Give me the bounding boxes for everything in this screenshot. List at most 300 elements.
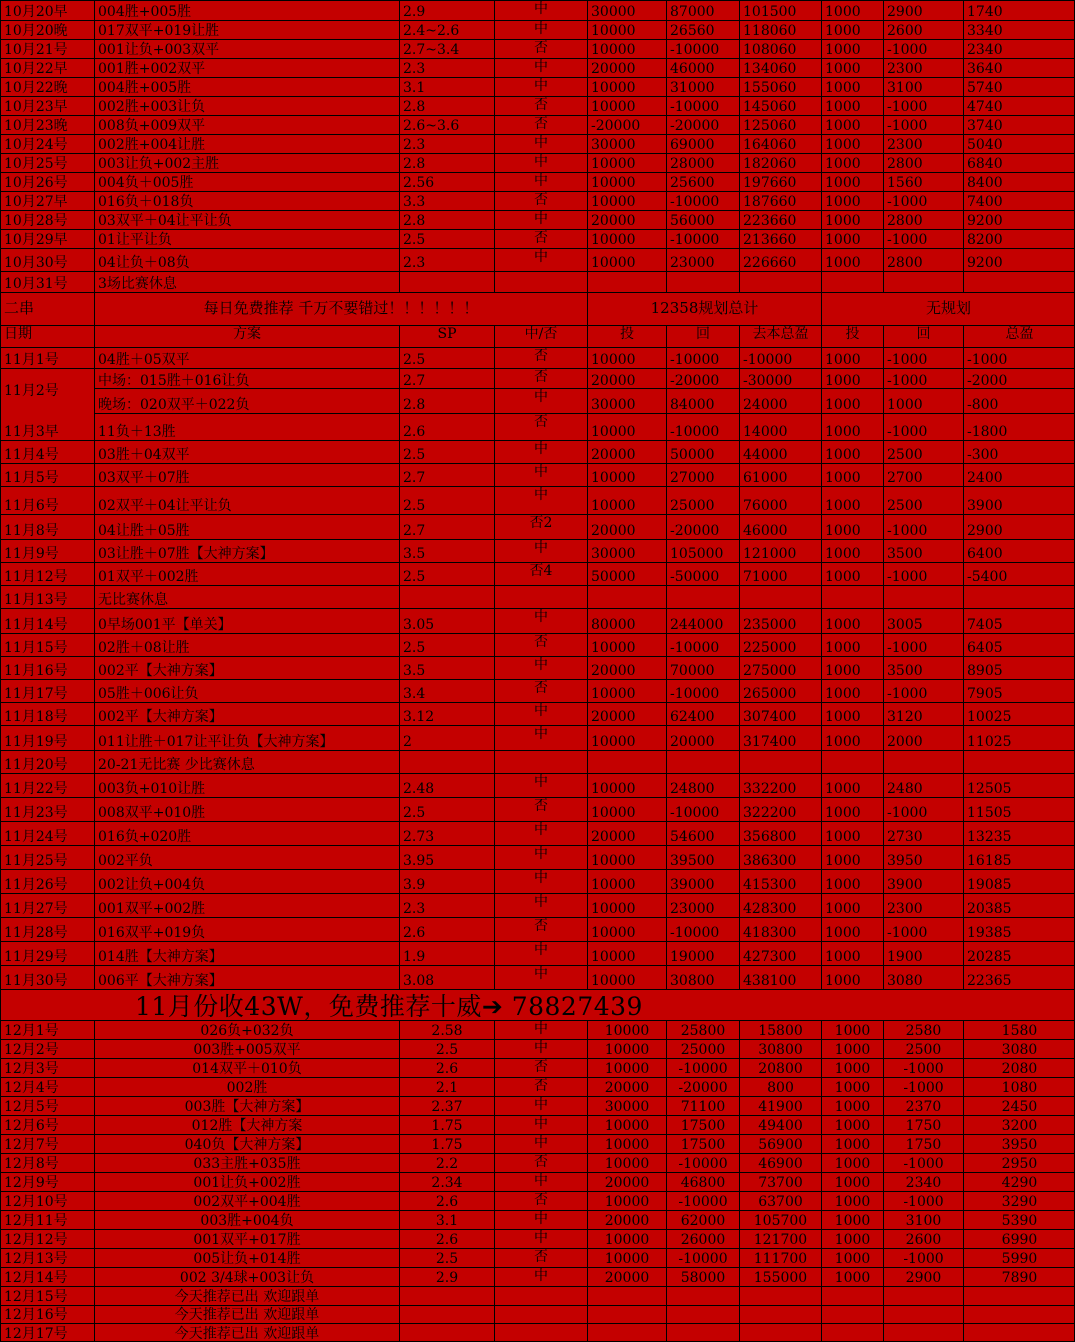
cell-date: 12月8号: [0, 1154, 94, 1172]
cell-sp: [399, 1324, 494, 1342]
table-row: [0, 153, 1075, 172]
cell-return: 28000: [666, 154, 739, 172]
cell-date: 12月2号: [0, 1040, 94, 1058]
cell-net-total: [739, 586, 821, 608]
cell-result: 中: [494, 870, 587, 893]
cell-stake: 10000: [587, 154, 666, 172]
cell-stake: 10000: [587, 870, 666, 893]
cell-stake: 10000: [587, 192, 666, 210]
cell-result: 中: [494, 1173, 587, 1191]
cell-date: 10月23晚: [0, 116, 94, 134]
table-row: [0, 845, 1075, 869]
cell-result: 中: [494, 1268, 587, 1286]
table-row: [0, 1077, 1075, 1096]
cell-stake: [587, 1324, 666, 1342]
cell-sp: 3.05: [399, 609, 494, 633]
cell-sp: 2.3: [399, 135, 494, 153]
cell-sp: 2.56: [399, 173, 494, 191]
cell-net-total: 134060: [739, 59, 821, 77]
cell-total2: 6840: [963, 154, 1075, 172]
cell-date: 11月3早: [0, 414, 94, 440]
cell-return: [666, 1306, 739, 1323]
table-row: [0, 633, 1075, 656]
cell-net-total: 800: [739, 1078, 821, 1096]
cell-total2: 7405: [963, 609, 1075, 633]
header-date: 日期: [0, 326, 94, 347]
cell-net-total: 108060: [739, 40, 821, 58]
cell-total2: 1740: [963, 1, 1075, 20]
cell-stake2: 1000: [821, 1, 883, 20]
cell-net-total: 63700: [739, 1192, 821, 1210]
cell-result: 中: [494, 78, 587, 96]
cell-date: 11月8号: [0, 515, 94, 539]
cell-net-total: 187660: [739, 192, 821, 210]
table-row: [0, 172, 1075, 191]
cell-result: [494, 1306, 587, 1323]
table-row: [0, 77, 1075, 96]
cell-stake2: 1000: [821, 1192, 883, 1210]
cell-result: 否: [494, 369, 587, 389]
cell-net-total: [739, 272, 821, 292]
cell-net-total: 438100: [739, 966, 821, 989]
cell-plan: 003负+010让胜: [94, 774, 399, 797]
cell-stake: 10000: [587, 966, 666, 989]
cell-sp: 2.5: [399, 1249, 494, 1267]
cell-sp: 2.2: [399, 1154, 494, 1172]
cell-sp: 3.12: [399, 703, 494, 725]
cell-plan: 今天推荐已出 欢迎跟单: [94, 1287, 399, 1305]
cell-sp: 2.8: [399, 154, 494, 172]
cell-return2: 2500: [883, 487, 963, 514]
table-row: [0, 440, 1075, 463]
cell-stake: 10000: [587, 487, 666, 514]
cell-stake2: 1000: [821, 894, 883, 917]
cell-total2: 13235: [963, 822, 1075, 845]
cell-return2: 3120: [883, 703, 963, 725]
cell-result: 中: [494, 846, 587, 869]
header-stake2: 投: [821, 326, 883, 347]
cell-sp: 2.73: [399, 822, 494, 845]
cell-return: 30800: [666, 966, 739, 989]
cell-total2: 1080: [963, 1078, 1075, 1096]
cell-date: 11月19号: [0, 726, 94, 750]
cell-stake: 10000: [587, 97, 666, 115]
cell-sp: 3.95: [399, 846, 494, 869]
cell-stake2: 1000: [821, 1211, 883, 1229]
cell-stake2: 1000: [821, 1154, 883, 1172]
cell-return: -10000: [666, 634, 739, 656]
cell-return2: 3100: [883, 78, 963, 96]
cell-date: 12月4号: [0, 1078, 94, 1096]
cell-total2: 2900: [963, 515, 1075, 539]
cell-stake: 10000: [587, 1154, 666, 1172]
cell-plan: 今天推荐已出 欢迎跟单: [94, 1324, 399, 1342]
cell-return2: 2300: [883, 135, 963, 153]
cell-sp: 2: [399, 726, 494, 750]
cell-date: 12月1号: [0, 1021, 94, 1039]
cell-stake2: 1000: [821, 1059, 883, 1077]
cell-return: -10000: [666, 1059, 739, 1077]
cell-sp: 2.3: [399, 894, 494, 917]
cell-stake2: 1000: [821, 78, 883, 96]
cell-total2: 8905: [963, 657, 1075, 679]
cell-stake2: 1000: [821, 40, 883, 58]
cell-result: [494, 1324, 587, 1342]
cell-date: 11月25号: [0, 846, 94, 869]
cell-stake: 10000: [587, 798, 666, 821]
cell-net-total: 322200: [739, 798, 821, 821]
cell-total2: 5990: [963, 1249, 1075, 1267]
cell-sp: 2.34: [399, 1173, 494, 1191]
cell-result: 中: [494, 1135, 587, 1153]
cell-result: 中: [494, 154, 587, 172]
cell-stake2: [821, 1324, 883, 1342]
cell-stake: 20000: [587, 703, 666, 725]
table-row: [0, 869, 1075, 893]
cell-return2: 3900: [883, 870, 963, 893]
cell-sp: 2.3: [399, 59, 494, 77]
cell-return: 105000: [666, 540, 739, 562]
cell-stake: 10000: [587, 1040, 666, 1058]
cell-return: 87000: [666, 1, 739, 20]
cell-net-total: 118060: [739, 21, 821, 39]
cell-sp: 3.1: [399, 78, 494, 96]
cell-stake: 20000: [587, 1268, 666, 1286]
cell-stake: 10000: [587, 894, 666, 917]
cell-stake2: 1000: [821, 1135, 883, 1153]
cell-result: 中: [494, 441, 587, 463]
cell-return2: 2300: [883, 59, 963, 77]
cell-plan: 006平【大神方案】: [94, 966, 399, 989]
cell-net-total: 223660: [739, 211, 821, 229]
cell-date: 11月23号: [0, 798, 94, 821]
section-label: 二串: [0, 293, 94, 325]
cell-return2: 1000: [883, 389, 963, 413]
cell-date: 11月6号: [0, 487, 94, 514]
cell-stake2: 1000: [821, 1040, 883, 1058]
cell-stake: [587, 272, 666, 292]
cell-return: 69000: [666, 135, 739, 153]
table-row: [0, 562, 1075, 585]
cell-plan: 002平【大神方案】: [94, 703, 399, 725]
cell-net-total: 121000: [739, 540, 821, 562]
cell-return: 27000: [666, 464, 739, 486]
cell-total2: 22365: [963, 966, 1075, 989]
cell-sp: 2.6: [399, 414, 494, 440]
cell-total2: 2340: [963, 40, 1075, 58]
cell-return2: 2480: [883, 774, 963, 797]
cell-result: 中: [494, 1021, 587, 1039]
cell-stake2: [821, 272, 883, 292]
cell-plan: 033主胜+035胜: [94, 1154, 399, 1172]
cell-stake2: 1000: [821, 464, 883, 486]
cell-total2: 2450: [963, 1097, 1075, 1115]
cell-return: -10000: [666, 680, 739, 702]
cell-total2: 20285: [963, 942, 1075, 965]
cell-return: 56000: [666, 211, 739, 229]
cell-stake2: 1000: [821, 173, 883, 191]
cell-return: 244000: [666, 609, 739, 633]
cell-return2: -1000: [883, 515, 963, 539]
cell-sp: [399, 272, 494, 292]
cell-sp: 2.6~3.6: [399, 116, 494, 134]
cell-result: 否2: [494, 515, 587, 539]
table-row: [0, 608, 1075, 633]
table-row: [0, 1191, 1075, 1210]
cell-result: 中: [494, 21, 587, 39]
cell-stake: 10000: [587, 774, 666, 797]
cell-net-total: 164060: [739, 135, 821, 153]
header-total2: 总盈: [963, 326, 1075, 347]
cell-stake2: 1000: [821, 414, 883, 440]
cell-return2: 2600: [883, 21, 963, 39]
cell-net-total: -30000: [739, 369, 821, 389]
cell-plan: 晚场：020双平＋022负: [94, 389, 399, 413]
cell-stake2: 1000: [821, 822, 883, 845]
cell-result: 中: [494, 540, 587, 562]
cell-plan: 004负＋005胜: [94, 173, 399, 191]
cell-plan: 004胜+005胜: [94, 1, 399, 20]
cell-date: 11月16号: [0, 657, 94, 679]
cell-stake2: 1000: [821, 441, 883, 463]
cell-stake: 10000: [587, 918, 666, 941]
cell-plan: 002平负: [94, 846, 399, 869]
cell-result: 中: [494, 173, 587, 191]
table-row: [0, 1096, 1075, 1115]
cell-net-total: 275000: [739, 657, 821, 679]
cell-plan: 03胜＋04双平: [94, 441, 399, 463]
cell-total2: 4290: [963, 1173, 1075, 1191]
cell-result: 否: [494, 680, 587, 702]
cell-plan: 03让胜＋07胜【大神方案】: [94, 540, 399, 562]
cell-return: [666, 586, 739, 608]
cell-plan: 012胜【大神方案: [94, 1116, 399, 1134]
table-row: [0, 389, 1075, 413]
cell-plan: 002让负+004负: [94, 870, 399, 893]
cell-result: 否: [494, 1192, 587, 1210]
cell-total2: -1000: [963, 348, 1075, 368]
cell-stake: 10000: [587, 680, 666, 702]
header-net-total: 去本总盈: [739, 326, 821, 347]
cell-stake: 10000: [587, 414, 666, 440]
cell-date: 12月14号: [0, 1268, 94, 1286]
cell-return: -10000: [666, 97, 739, 115]
cell-net-total: 105700: [739, 1211, 821, 1229]
cell-stake2: 1000: [821, 634, 883, 656]
cell-plan: 002平【大神方案】: [94, 657, 399, 679]
cell-net-total: 41900: [739, 1097, 821, 1115]
cell-total2: 12505: [963, 774, 1075, 797]
cell-plan: 无比赛休息: [94, 586, 399, 608]
cell-plan: 02胜＋08让胜: [94, 634, 399, 656]
cell-stake: 10000: [587, 1021, 666, 1039]
cell-total2: 3740: [963, 116, 1075, 134]
cell-return: -10000: [666, 918, 739, 941]
header-stake: 投: [587, 326, 666, 347]
cell-return2: 2730: [883, 822, 963, 845]
table-row: [0, 134, 1075, 153]
cell-date: 10月27早: [0, 192, 94, 210]
cell-sp: [399, 1306, 494, 1323]
cell-plan: 中场：015胜＋016让负: [94, 369, 399, 389]
cell-net-total: [739, 751, 821, 773]
cell-plan: 04让胜＋05胜: [94, 515, 399, 539]
cell-return: 25000: [666, 487, 739, 514]
cell-stake: 10000: [587, 1116, 666, 1134]
cell-result: [494, 751, 587, 773]
cell-stake: 10000: [587, 249, 666, 271]
cell-return2: -1000: [883, 1059, 963, 1077]
cell-stake2: 1000: [821, 348, 883, 368]
cell-total2: 19085: [963, 870, 1075, 893]
cell-date: 12月10号: [0, 1192, 94, 1210]
cell-sp: 1.75: [399, 1135, 494, 1153]
cell-return2: 1750: [883, 1116, 963, 1134]
cell-total2: 3900: [963, 487, 1075, 514]
cell-return2: [883, 1324, 963, 1342]
cell-date: 10月28号: [0, 211, 94, 229]
table-row: [0, 702, 1075, 725]
cell-return2: 3950: [883, 846, 963, 869]
header-return: 回: [666, 326, 739, 347]
cell-result: 中: [494, 1230, 587, 1248]
cell-plan: 008双平+010胜: [94, 798, 399, 821]
cell-return: -10000: [666, 1154, 739, 1172]
cell-return: 58000: [666, 1268, 739, 1286]
cell-result: 中: [494, 609, 587, 633]
cell-total2: 3340: [963, 21, 1075, 39]
cell-plan: 02双平＋04让平让负: [94, 487, 399, 514]
cell-net-total: 386300: [739, 846, 821, 869]
cell-total2: 7905: [963, 680, 1075, 702]
cell-return: -10000: [666, 192, 739, 210]
cell-return2: -1000: [883, 230, 963, 248]
cell-date: 10月25号: [0, 154, 94, 172]
cell-sp: [399, 751, 494, 773]
cell-plan: 016负+020胜: [94, 822, 399, 845]
cell-plan: 11负＋13胜: [94, 414, 399, 440]
cell-plan: 008负+009双平: [94, 116, 399, 134]
cell-stake: 10000: [587, 1249, 666, 1267]
cell-return2: 3005: [883, 609, 963, 633]
cell-total2: -800: [963, 389, 1075, 413]
cell-return: 17500: [666, 1116, 739, 1134]
cell-date: 12月17号: [0, 1324, 94, 1342]
cell-return2: 2580: [883, 1021, 963, 1039]
table-row: [0, 585, 1075, 608]
cell-date: 12月9号: [0, 1173, 94, 1191]
cell-plan: 001让负+002胜: [94, 1173, 399, 1191]
cell-return2: 2800: [883, 249, 963, 271]
cell-net-total: 332200: [739, 774, 821, 797]
cell-return2: -1000: [883, 1078, 963, 1096]
cell-plan: 04让负＋08负: [94, 249, 399, 271]
table-row: [0, 39, 1075, 58]
cell-sp: 2.4~2.6: [399, 21, 494, 39]
cell-stake: 20000: [587, 515, 666, 539]
table-row: [0, 58, 1075, 77]
cell-plan: 003胜+004负: [94, 1211, 399, 1229]
cell-return: 46800: [666, 1173, 739, 1191]
table-row: [0, 656, 1075, 679]
cell-stake: 20000: [587, 1211, 666, 1229]
cell-net-total: 101500: [739, 1, 821, 20]
cell-sp: 2.5: [399, 230, 494, 248]
cell-date: 12月6号: [0, 1116, 94, 1134]
cell-return2: -1000: [883, 563, 963, 585]
cell-return2: 2600: [883, 1230, 963, 1248]
cell-sp: 2.9: [399, 1, 494, 20]
cell-net-total: 155000: [739, 1268, 821, 1286]
cell-total2: -5400: [963, 563, 1075, 585]
cell-return2: 2800: [883, 211, 963, 229]
cell-result: 中: [494, 774, 587, 797]
cell-sp: 2.8: [399, 389, 494, 413]
cell-stake: 10000: [587, 1230, 666, 1248]
table-header-row: [0, 325, 1075, 347]
cell-date: 11月27号: [0, 894, 94, 917]
table-row: [0, 191, 1075, 210]
section-title-row: [0, 292, 1075, 325]
cell-return2: 1900: [883, 942, 963, 965]
table-row: [0, 1039, 1075, 1058]
cell-sp: 2.1: [399, 1078, 494, 1096]
cell-sp: 2.48: [399, 774, 494, 797]
table-row: [0, 797, 1075, 821]
cell-plan: 04胜＋05双平: [94, 348, 399, 368]
cell-sp: 3.08: [399, 966, 494, 989]
cell-plan: 002 3/4球+003让负: [94, 1268, 399, 1286]
cell-stake2: 1000: [821, 726, 883, 750]
cell-return: 70000: [666, 657, 739, 679]
cell-net-total: 46000: [739, 515, 821, 539]
cell-plan: 014胜【大神方案】: [94, 942, 399, 965]
cell-stake: 30000: [587, 1097, 666, 1115]
table-row: [0, 0, 1075, 20]
table-row: [0, 1323, 1075, 1342]
cell-total2: 2400: [963, 464, 1075, 486]
cell-sp: 2.6: [399, 1059, 494, 1077]
section-slogan: 每日免费推荐 千万不要错过！！！！！！: [94, 293, 587, 325]
table-row: [0, 965, 1075, 989]
cell-net-total: 56900: [739, 1135, 821, 1153]
table-row: [0, 347, 1075, 368]
cell-return: 25000: [666, 1040, 739, 1058]
cell-plan: 03双平＋04让平让负: [94, 211, 399, 229]
cell-stake: 20000: [587, 657, 666, 679]
cell-net-total: 49400: [739, 1116, 821, 1134]
cell-stake2: 1000: [821, 563, 883, 585]
cell-sp: 2.58: [399, 1021, 494, 1039]
table-row: [0, 463, 1075, 486]
cell-result: 否: [494, 1078, 587, 1096]
cell-result: 中: [494, 966, 587, 989]
table-row: [0, 96, 1075, 115]
cell-result: [494, 272, 587, 292]
cell-date: 12月5号: [0, 1097, 94, 1115]
cell-stake2: 1000: [821, 230, 883, 248]
cell-date: 10月24号: [0, 135, 94, 153]
table-row: [0, 1172, 1075, 1191]
cell-result: 否: [494, 192, 587, 210]
cell-net-total: 121700: [739, 1230, 821, 1248]
cell-result: 中: [494, 59, 587, 77]
cell-result: 否: [494, 1059, 587, 1077]
cell-stake2: 1000: [821, 389, 883, 413]
table-row: [0, 821, 1075, 845]
cell-stake: 10000: [587, 230, 666, 248]
cell-return2: 2700: [883, 464, 963, 486]
